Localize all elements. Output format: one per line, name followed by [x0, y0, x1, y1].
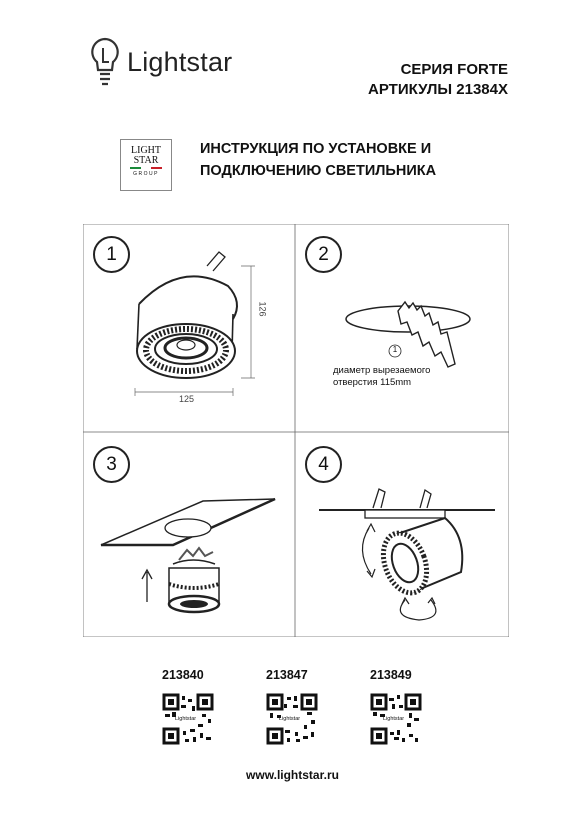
step-number-3: 3	[93, 446, 130, 483]
series-heading	[368, 60, 508, 100]
step-panel-3	[83, 432, 295, 637]
step-panel-2	[295, 224, 509, 432]
qr-label-1: Lightstar	[175, 716, 197, 722]
title-line-1: ИНСТРУКЦИЯ ПО УСТАНОВКЕ И	[200, 141, 432, 157]
italian-flag-stripe	[130, 167, 162, 169]
lightstar-group-badge	[120, 139, 172, 191]
badge-line-1: LIGHT	[131, 145, 161, 156]
cutout-caption-line-1: диаметр вырезаемого	[333, 365, 431, 376]
document-title	[200, 138, 436, 182]
insert-luminaire-drawing	[83, 432, 295, 637]
width-dimension: 125	[179, 394, 195, 404]
step-panel-1	[83, 224, 295, 432]
cutout-caption-line-2: отверстия 115mm	[333, 377, 412, 388]
height-dimension: 126	[257, 301, 268, 317]
article-code-1: 213840	[162, 668, 204, 682]
cutout-caption	[333, 365, 430, 389]
badge-line-2: STAR	[133, 155, 159, 166]
article-code-2: 213847	[266, 668, 308, 682]
article-range: АРТИКУЛЫ 21384X	[368, 81, 508, 98]
step-number-4: 4	[305, 446, 342, 483]
marker-number: 1	[392, 345, 398, 354]
series-name: СЕРИЯ FORTE	[400, 61, 508, 78]
badge-line-3: GROUP	[133, 171, 159, 177]
adjust-tilt-drawing	[295, 432, 509, 637]
instruction-grid	[83, 224, 509, 637]
step-panel-4	[295, 432, 509, 637]
title-line-2: ПОДКЛЮЧЕНИЮ СВЕТИЛЬНИКА	[200, 163, 437, 179]
step-number-1: 1	[93, 236, 130, 273]
brand-name: Lightstar	[127, 47, 233, 77]
qr-label-3: Lightstar	[383, 716, 405, 722]
bulb-logo-icon	[88, 36, 122, 92]
step-number-2: 2	[305, 236, 342, 273]
website-link[interactable]: www.lightstar.ru	[246, 768, 339, 782]
qr-label-2: Lightstar	[279, 716, 301, 722]
article-code-3: 213849	[370, 668, 412, 682]
ceiling-cutout-drawing	[295, 224, 509, 432]
